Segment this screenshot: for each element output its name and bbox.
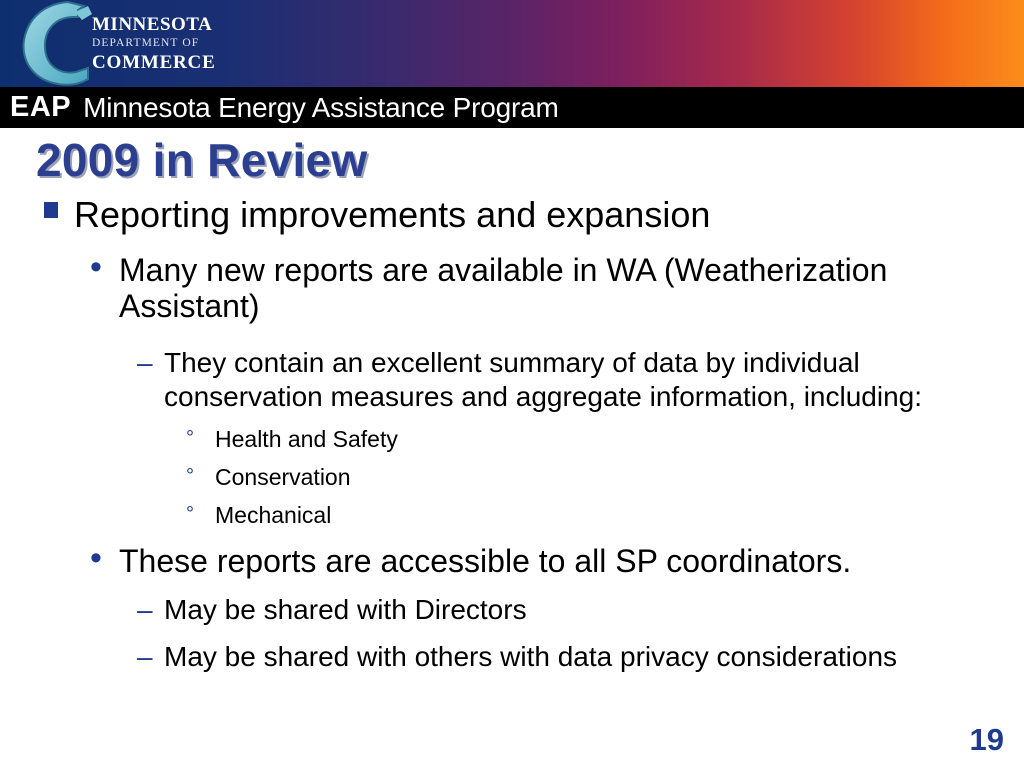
dot-bullet-icon: • [90,248,102,286]
dash-bullet-icon: – [137,641,153,672]
logo-line-minnesota: MINNESOTA [92,14,213,35]
bullet-text: Reporting improvements and expansion [74,194,711,235]
program-name: Minnesota Energy Assistance Program [83,91,559,123]
logo-line-commerce: COMMERCE [92,51,216,73]
bullet-text: They contain an excellent summary of data by individual conservation measures and aggregate information, including: [164,347,923,412]
bullet-text: Mechanical [215,502,332,528]
bullet-text: Many new reports are available in WA (Weatherization Assistant) [119,252,888,325]
logo-line-department: DEPARTMENT OF [92,37,200,49]
bullet-text: May be shared with others with data privacy considerations [164,641,898,672]
program-acronym: EAP [10,91,72,123]
degree-bullet-icon: ° [186,503,194,525]
dot-bullet-icon: • [90,539,102,577]
square-bullet-icon [44,202,58,218]
bullet-level3-privacy [137,640,897,674]
bullet-level1-reporting [44,195,710,235]
dash-bullet-icon: – [137,347,153,378]
bullet-text: Health and Safety [215,426,398,452]
degree-bullet-icon: ° [186,465,194,487]
degree-bullet-icon: ° [186,427,194,449]
bullet-level2-accessible [90,539,950,579]
bullet-level4-item [186,426,398,454]
bullet-level3-summary [137,346,967,413]
bullet-text: Conservation [215,464,351,490]
slide-title: 2009 in Review [36,134,368,186]
bullet-level2-new-reports [90,248,930,325]
bullet-level4-item [186,502,331,530]
bullet-level3-directors [137,593,527,627]
dash-bullet-icon: – [137,594,153,625]
bullet-text: These reports are accessible to all SP coordinators. [119,543,852,579]
page-number: 19 [969,722,1004,757]
bullet-level4-item [186,464,351,492]
bullet-text: May be shared with Directors [164,594,527,625]
